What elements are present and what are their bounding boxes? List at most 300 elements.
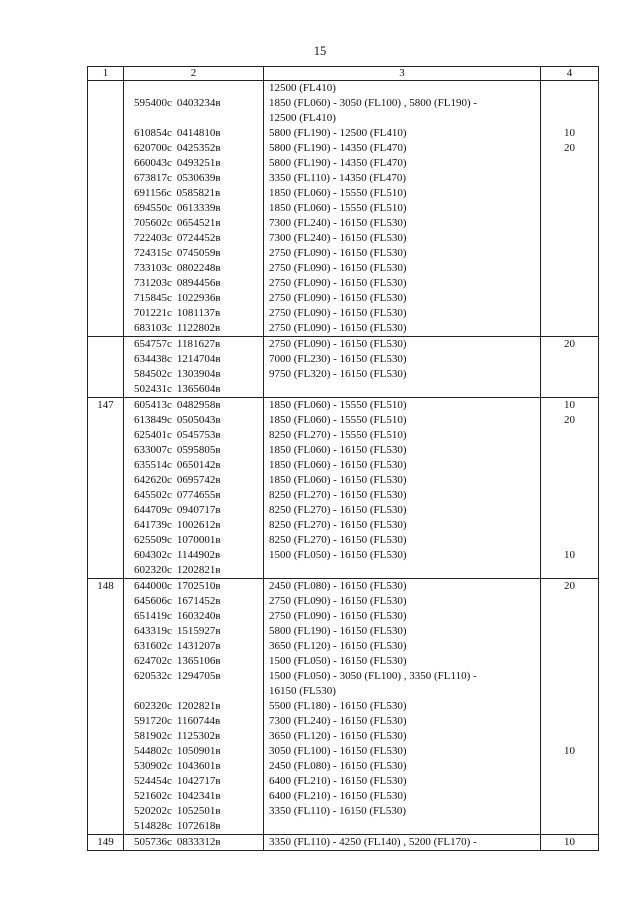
altitude-range-line: 6400 (FL210) - 16150 (FL530) bbox=[269, 775, 407, 787]
note-cell bbox=[541, 96, 599, 126]
latitude-code: 502431c bbox=[134, 383, 172, 395]
altitude-range-line: 8250 (FL270) - 15550 (FL510) bbox=[269, 429, 407, 441]
altitude-range-cell bbox=[264, 759, 541, 774]
coordinate-cell bbox=[124, 186, 264, 201]
table-row bbox=[88, 186, 599, 201]
group-number-cell bbox=[88, 96, 124, 126]
group-number-cell bbox=[88, 789, 124, 804]
coordinate-cell bbox=[124, 231, 264, 246]
latitude-code: 705602c bbox=[134, 217, 172, 229]
group-number-cell bbox=[88, 548, 124, 563]
table-row bbox=[88, 533, 599, 548]
note-cell bbox=[541, 609, 599, 624]
group-number-cell bbox=[88, 699, 124, 714]
longitude-code: 0585821в bbox=[176, 187, 221, 199]
altitude-range-line: 8250 (FL270) - 16150 (FL530) bbox=[269, 489, 407, 501]
column-header-1: 1 bbox=[88, 67, 124, 81]
table-row bbox=[88, 231, 599, 246]
longitude-code: 1022936в bbox=[176, 292, 221, 304]
group-number-cell bbox=[88, 744, 124, 759]
latitude-code: 602320c bbox=[134, 564, 172, 576]
coordinate-cell bbox=[124, 382, 264, 398]
table-row bbox=[88, 488, 599, 503]
group-number-cell bbox=[88, 458, 124, 473]
altitude-range-line: 2450 (FL080) - 16150 (FL530) bbox=[269, 580, 407, 592]
table-row bbox=[88, 458, 599, 473]
coordinate-cell bbox=[124, 518, 264, 533]
table-row bbox=[88, 714, 599, 729]
note-cell bbox=[541, 639, 599, 654]
latitude-code: 644000c bbox=[134, 580, 172, 592]
altitude-range-line: 1850 (FL060) - 15550 (FL510) bbox=[269, 187, 407, 199]
latitude-code: 620700c bbox=[134, 142, 172, 154]
note-cell bbox=[541, 291, 599, 306]
latitude-code: 691156c bbox=[134, 187, 172, 199]
table-row bbox=[88, 579, 599, 595]
note-cell bbox=[541, 488, 599, 503]
table-row bbox=[88, 669, 599, 699]
note-cell bbox=[541, 156, 599, 171]
table-row bbox=[88, 81, 599, 97]
group-number-cell bbox=[88, 201, 124, 216]
latitude-code: 643319c bbox=[134, 625, 172, 637]
note-cell bbox=[541, 563, 599, 579]
altitude-range-cell bbox=[264, 443, 541, 458]
altitude-range-cell bbox=[264, 819, 541, 835]
latitude-code: 524454c bbox=[134, 775, 172, 787]
note-cell bbox=[541, 246, 599, 261]
note-cell: 10 bbox=[541, 835, 599, 851]
coordinate-cell bbox=[124, 835, 264, 851]
latitude-code: 660043c bbox=[134, 157, 172, 169]
note-cell bbox=[541, 729, 599, 744]
latitude-code: 602320c bbox=[134, 700, 172, 712]
coordinate-cell bbox=[124, 321, 264, 337]
altitude-range-line: 8250 (FL270) - 16150 (FL530) bbox=[269, 504, 407, 516]
group-number-cell bbox=[88, 141, 124, 156]
altitude-range-line: 1850 (FL060) - 16150 (FL530) bbox=[269, 474, 407, 486]
altitude-range-line: 12500 (FL410) bbox=[269, 82, 336, 94]
latitude-code: 634438c bbox=[134, 353, 172, 365]
note-cell bbox=[541, 231, 599, 246]
table-row bbox=[88, 609, 599, 624]
coordinate-cell bbox=[124, 96, 264, 126]
table-row bbox=[88, 594, 599, 609]
group-number-cell bbox=[88, 81, 124, 97]
altitude-range-cell bbox=[264, 774, 541, 789]
altitude-range-line: 3650 (FL120) - 16150 (FL530) bbox=[269, 730, 407, 742]
altitude-range-cell bbox=[264, 669, 541, 699]
altitude-range-cell bbox=[264, 639, 541, 654]
note-cell bbox=[541, 306, 599, 321]
latitude-code: 641739c bbox=[134, 519, 172, 531]
note-cell bbox=[541, 216, 599, 231]
note-cell bbox=[541, 171, 599, 186]
altitude-range-cell bbox=[264, 413, 541, 428]
longitude-code: 1365604в bbox=[176, 383, 221, 395]
altitude-range-cell bbox=[264, 352, 541, 367]
table-row bbox=[88, 246, 599, 261]
note-cell: 10 bbox=[541, 548, 599, 563]
altitude-range-cell bbox=[264, 594, 541, 609]
table-row bbox=[88, 819, 599, 835]
note-cell bbox=[541, 699, 599, 714]
altitude-range-line bbox=[269, 382, 540, 397]
altitude-range-line bbox=[269, 819, 540, 834]
coordinate-cell bbox=[124, 548, 264, 563]
longitude-code: 1043601в bbox=[176, 760, 221, 772]
table-row bbox=[88, 171, 599, 186]
altitude-range-cell bbox=[264, 306, 541, 321]
latitude-code: 694550c bbox=[134, 202, 172, 214]
altitude-range-line: 1850 (FL060) - 15550 (FL510) bbox=[269, 414, 407, 426]
altitude-range-cell bbox=[264, 789, 541, 804]
altitude-range-line: 8250 (FL270) - 16150 (FL530) bbox=[269, 519, 407, 531]
group-number-cell bbox=[88, 261, 124, 276]
altitude-range-line: 1850 (FL060) - 3050 (FL100) , 5800 (FL190) - bbox=[269, 97, 478, 109]
altitude-range-line: 5800 (FL190) - 14350 (FL470) bbox=[269, 142, 407, 154]
altitude-range-cell bbox=[264, 458, 541, 473]
coordinate-cell bbox=[124, 729, 264, 744]
longitude-code: 0745059в bbox=[176, 247, 221, 259]
group-number-cell bbox=[88, 594, 124, 609]
longitude-code: 1202821в bbox=[176, 700, 221, 712]
coordinate-cell bbox=[124, 81, 264, 97]
coordinate-cell bbox=[124, 246, 264, 261]
altitude-range-line: 1500 (FL050) - 16150 (FL530) bbox=[269, 655, 407, 667]
altitude-range-line: 2750 (FL090) - 16150 (FL530) bbox=[269, 262, 407, 274]
altitude-range-cell bbox=[264, 96, 541, 126]
longitude-code: 1214704в bbox=[176, 353, 221, 365]
table-row bbox=[88, 518, 599, 533]
altitude-range-line: 7300 (FL240) - 16150 (FL530) bbox=[269, 232, 407, 244]
altitude-range-cell bbox=[264, 488, 541, 503]
altitude-range-cell bbox=[264, 367, 541, 382]
table-row bbox=[88, 96, 599, 126]
table-row bbox=[88, 729, 599, 744]
coordinate-cell bbox=[124, 669, 264, 699]
longitude-code: 0774655в bbox=[176, 489, 221, 501]
latitude-code: 644709c bbox=[134, 504, 172, 516]
altitude-range-line: 1850 (FL060) - 16150 (FL530) bbox=[269, 459, 407, 471]
longitude-code: 1122802в bbox=[176, 322, 221, 334]
note-cell: 10 bbox=[541, 744, 599, 759]
note-cell bbox=[541, 261, 599, 276]
table-row bbox=[88, 367, 599, 382]
altitude-range-line: 8250 (FL270) - 16150 (FL530) bbox=[269, 534, 407, 546]
latitude-code: 624702c bbox=[134, 655, 172, 667]
table-row bbox=[88, 654, 599, 669]
group-number-cell bbox=[88, 488, 124, 503]
altitude-range-cell bbox=[264, 276, 541, 291]
latitude-code: 733103c bbox=[134, 262, 172, 274]
longitude-code: 0530639в bbox=[176, 172, 221, 184]
coordinate-cell bbox=[124, 533, 264, 548]
table-row bbox=[88, 321, 599, 337]
table-row bbox=[88, 639, 599, 654]
altitude-range-line: 3650 (FL120) - 16150 (FL530) bbox=[269, 640, 407, 652]
longitude-code: 1294705в bbox=[176, 670, 221, 682]
latitude-code: 595400c bbox=[134, 97, 172, 109]
coordinate-cell bbox=[124, 171, 264, 186]
altitude-range-line: 2750 (FL090) - 16150 (FL530) bbox=[269, 277, 407, 289]
group-number-cell bbox=[88, 367, 124, 382]
latitude-code: 605413c bbox=[134, 399, 172, 411]
group-number-cell bbox=[88, 156, 124, 171]
table-header-row bbox=[88, 67, 599, 81]
longitude-code: 0595805в bbox=[176, 444, 221, 456]
table-row bbox=[88, 443, 599, 458]
coordinate-cell bbox=[124, 398, 264, 414]
latitude-code: 625509c bbox=[134, 534, 172, 546]
note-cell bbox=[541, 443, 599, 458]
coordinate-cell bbox=[124, 563, 264, 579]
group-number-cell bbox=[88, 216, 124, 231]
altitude-range-line: 5800 (FL190) - 16150 (FL530) bbox=[269, 625, 407, 637]
note-cell bbox=[541, 186, 599, 201]
coordinate-cell bbox=[124, 759, 264, 774]
altitude-range-cell bbox=[264, 186, 541, 201]
altitude-range-cell bbox=[264, 231, 541, 246]
group-number-cell bbox=[88, 352, 124, 367]
coordinate-cell bbox=[124, 141, 264, 156]
coordinate-cell bbox=[124, 126, 264, 141]
longitude-code: 1303904в bbox=[176, 368, 221, 380]
note-cell bbox=[541, 819, 599, 835]
note-cell: 10 bbox=[541, 398, 599, 414]
table-row bbox=[88, 699, 599, 714]
group-number-cell bbox=[88, 291, 124, 306]
latitude-code: 724315c bbox=[134, 247, 172, 259]
longitude-code: 0940717в bbox=[176, 504, 221, 516]
altitude-range-cell bbox=[264, 609, 541, 624]
longitude-code: 0724452в bbox=[176, 232, 221, 244]
note-cell bbox=[541, 594, 599, 609]
longitude-code: 0545753в bbox=[176, 429, 221, 441]
group-number-cell bbox=[88, 759, 124, 774]
table-row bbox=[88, 276, 599, 291]
coordinate-cell bbox=[124, 201, 264, 216]
latitude-code: 514828c bbox=[134, 820, 172, 832]
longitude-code: 0833312в bbox=[176, 836, 221, 848]
group-number-cell bbox=[88, 337, 124, 353]
group-number-cell bbox=[88, 533, 124, 548]
group-number-cell bbox=[88, 609, 124, 624]
latitude-code: 625401c bbox=[134, 429, 172, 441]
altitude-range-cell bbox=[264, 156, 541, 171]
latitude-code: 654757c bbox=[134, 338, 172, 350]
altitude-range-line: 2750 (FL090) - 16150 (FL530) bbox=[269, 322, 407, 334]
altitude-range-line: 5800 (FL190) - 12500 (FL410) bbox=[269, 127, 407, 139]
table-row bbox=[88, 141, 599, 156]
group-number-cell bbox=[88, 654, 124, 669]
table-row bbox=[88, 563, 599, 579]
table-row bbox=[88, 759, 599, 774]
table-body bbox=[88, 81, 599, 851]
altitude-range-cell bbox=[264, 579, 541, 595]
route-table bbox=[87, 66, 599, 851]
longitude-code: 0650142в bbox=[176, 459, 221, 471]
altitude-range-cell bbox=[264, 473, 541, 488]
altitude-range-line: 5500 (FL180) - 16150 (FL530) bbox=[269, 700, 407, 712]
longitude-code: 1144902в bbox=[176, 549, 221, 561]
longitude-code: 1181627в bbox=[176, 338, 221, 350]
altitude-range-cell bbox=[264, 533, 541, 548]
altitude-range-line: 2450 (FL080) - 16150 (FL530) bbox=[269, 760, 407, 772]
table-row bbox=[88, 413, 599, 428]
coordinate-cell bbox=[124, 819, 264, 835]
altitude-range-cell bbox=[264, 518, 541, 533]
table-row bbox=[88, 398, 599, 414]
coordinate-cell bbox=[124, 654, 264, 669]
table-row bbox=[88, 548, 599, 563]
coordinate-cell bbox=[124, 428, 264, 443]
note-cell bbox=[541, 473, 599, 488]
group-number-cell bbox=[88, 428, 124, 443]
latitude-code: 544802c bbox=[134, 745, 172, 757]
latitude-code: 505736c bbox=[134, 836, 172, 848]
altitude-range-line bbox=[269, 563, 540, 578]
table-row bbox=[88, 201, 599, 216]
altitude-range-cell bbox=[264, 382, 541, 398]
coordinate-cell bbox=[124, 503, 264, 518]
group-number-cell bbox=[88, 246, 124, 261]
coordinate-cell bbox=[124, 367, 264, 382]
altitude-range-line: 7300 (FL240) - 16150 (FL530) bbox=[269, 217, 407, 229]
note-cell: 20 bbox=[541, 579, 599, 595]
note-cell bbox=[541, 533, 599, 548]
altitude-range-line: 2750 (FL090) - 16150 (FL530) bbox=[269, 595, 407, 607]
latitude-code: 673817c bbox=[134, 172, 172, 184]
table-row bbox=[88, 261, 599, 276]
longitude-code: 1050901в bbox=[176, 745, 221, 757]
altitude-range-cell bbox=[264, 171, 541, 186]
altitude-range-cell bbox=[264, 503, 541, 518]
group-number-cell bbox=[88, 639, 124, 654]
altitude-range-cell bbox=[264, 835, 541, 851]
column-header-3: 3 bbox=[264, 67, 541, 81]
group-number-cell bbox=[88, 669, 124, 699]
altitude-range-cell bbox=[264, 563, 541, 579]
table-row bbox=[88, 291, 599, 306]
group-number-cell: 149 bbox=[88, 835, 124, 851]
altitude-range-line: 7000 (FL230) - 16150 (FL530) bbox=[269, 353, 407, 365]
group-number-cell bbox=[88, 503, 124, 518]
table-row bbox=[88, 503, 599, 518]
altitude-range-cell bbox=[264, 699, 541, 714]
note-cell bbox=[541, 714, 599, 729]
longitude-code: 0613339в bbox=[176, 202, 221, 214]
note-cell bbox=[541, 503, 599, 518]
longitude-code: 0425352в bbox=[176, 142, 221, 154]
altitude-range-cell bbox=[264, 216, 541, 231]
latitude-code: 722403c bbox=[134, 232, 172, 244]
altitude-range-line: 7300 (FL240) - 16150 (FL530) bbox=[269, 715, 407, 727]
longitude-code: 1603240в bbox=[176, 610, 221, 622]
note-cell bbox=[541, 518, 599, 533]
note-cell bbox=[541, 458, 599, 473]
altitude-range-cell bbox=[264, 291, 541, 306]
table-row bbox=[88, 337, 599, 353]
table-row bbox=[88, 473, 599, 488]
altitude-range-cell bbox=[264, 246, 541, 261]
altitude-range-line: 1850 (FL060) - 16150 (FL530) bbox=[269, 444, 407, 456]
latitude-code: 633007c bbox=[134, 444, 172, 456]
altitude-range-cell bbox=[264, 428, 541, 443]
altitude-range-cell bbox=[264, 654, 541, 669]
coordinate-cell bbox=[124, 699, 264, 714]
altitude-range-line: 3350 (FL110) - 16150 (FL530) bbox=[269, 805, 407, 817]
table-row bbox=[88, 789, 599, 804]
coordinate-cell bbox=[124, 804, 264, 819]
latitude-code: 645606c bbox=[134, 595, 172, 607]
coordinate-cell bbox=[124, 624, 264, 639]
altitude-range-cell bbox=[264, 398, 541, 414]
coordinate-cell bbox=[124, 156, 264, 171]
altitude-range-line: 2750 (FL090) - 16150 (FL530) bbox=[269, 247, 407, 259]
altitude-range-line: 6400 (FL210) - 16150 (FL530) bbox=[269, 790, 407, 802]
note-cell bbox=[541, 201, 599, 216]
group-number-cell bbox=[88, 171, 124, 186]
table-row bbox=[88, 624, 599, 639]
coordinate-cell bbox=[124, 488, 264, 503]
page-number: 15 bbox=[313, 44, 327, 58]
longitude-code: 1365106в bbox=[176, 655, 221, 667]
group-number-cell bbox=[88, 563, 124, 579]
note-cell bbox=[541, 276, 599, 291]
longitude-code: 1042341в bbox=[176, 790, 221, 802]
longitude-code: 1052501в bbox=[176, 805, 221, 817]
longitude-code: 0403234в bbox=[176, 97, 221, 109]
altitude-range-cell bbox=[264, 337, 541, 353]
longitude-code: 0505043в bbox=[176, 414, 221, 426]
group-number-cell bbox=[88, 774, 124, 789]
group-number-cell bbox=[88, 819, 124, 835]
latitude-code: 521602c bbox=[134, 790, 172, 802]
coordinate-cell bbox=[124, 473, 264, 488]
longitude-code: 0894456в bbox=[176, 277, 221, 289]
longitude-code: 1042717в bbox=[176, 775, 221, 787]
group-number-cell bbox=[88, 443, 124, 458]
latitude-code: 731203c bbox=[134, 277, 172, 289]
coordinate-cell bbox=[124, 579, 264, 595]
latitude-code: 645502c bbox=[134, 489, 172, 501]
group-number-cell bbox=[88, 473, 124, 488]
group-number-cell bbox=[88, 413, 124, 428]
altitude-range-line: 1500 (FL050) - 16150 (FL530) bbox=[269, 549, 407, 561]
coordinate-cell bbox=[124, 261, 264, 276]
column-header-2: 2 bbox=[124, 67, 264, 81]
latitude-code: 604302c bbox=[134, 549, 172, 561]
latitude-code: 591720c bbox=[134, 715, 172, 727]
altitude-range-line: 12500 (FL410) bbox=[269, 112, 336, 124]
group-number-cell bbox=[88, 624, 124, 639]
table-row bbox=[88, 156, 599, 171]
altitude-range-cell bbox=[264, 126, 541, 141]
latitude-code: 610854c bbox=[134, 127, 172, 139]
note-cell: 20 bbox=[541, 337, 599, 353]
group-number-cell bbox=[88, 518, 124, 533]
note-cell bbox=[541, 81, 599, 97]
table-row bbox=[88, 428, 599, 443]
altitude-range-cell bbox=[264, 201, 541, 216]
latitude-code: 613849c bbox=[134, 414, 172, 426]
coordinate-cell bbox=[124, 306, 264, 321]
latitude-code: 520202c bbox=[134, 805, 172, 817]
coordinate-cell bbox=[124, 276, 264, 291]
latitude-code: 701221c bbox=[134, 307, 172, 319]
table-row bbox=[88, 126, 599, 141]
